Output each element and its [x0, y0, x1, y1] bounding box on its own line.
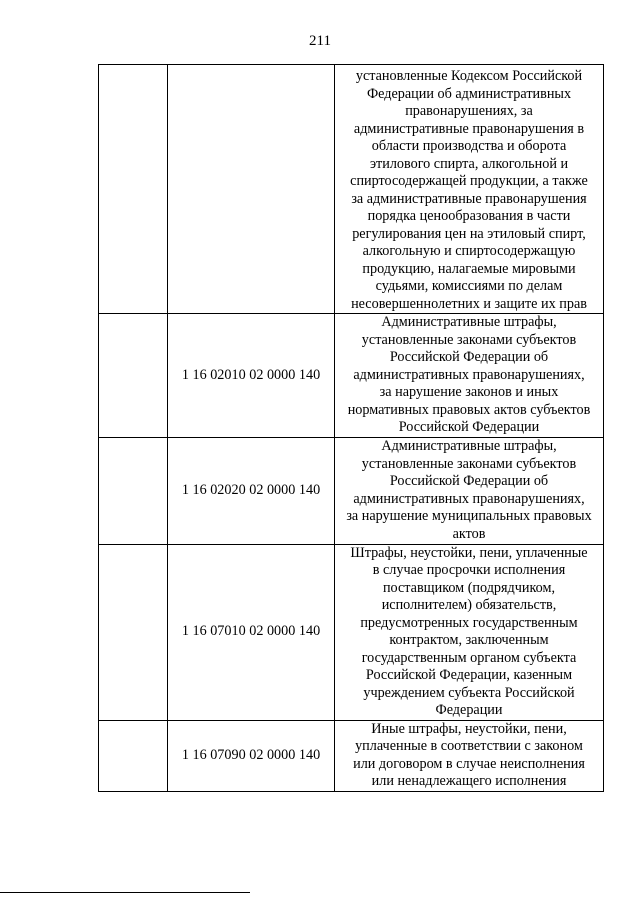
description-line: предусмотренных государственным — [360, 614, 578, 631]
table-row — [99, 720, 604, 791]
table-row — [99, 437, 604, 544]
description-line: за административные правонарушения — [351, 190, 587, 207]
description-line: правонарушениях, за — [405, 103, 533, 119]
description-line: Российской Федерации об — [389, 473, 549, 489]
description-line: в случае просрочки исполнения — [372, 562, 566, 578]
description-line: нормативных правовых актов субъектов — [347, 401, 591, 418]
code-cell: 1 16 02020 02 0000 140 — [168, 437, 335, 544]
description-line: Российской Федерации — [398, 419, 540, 435]
description-line: судьями, комиссиями по делам — [375, 278, 563, 294]
description-line: Штрафы, неустойки, пени, уплаченные — [350, 544, 588, 561]
empty-cell — [99, 65, 168, 314]
description-line: алкогольную и спиртосодержащую — [362, 243, 576, 259]
table-body — [99, 65, 604, 792]
table-row — [99, 314, 604, 438]
code-cell — [168, 65, 335, 314]
description-line: Административные штрафы, — [381, 438, 557, 454]
description-line: несовершеннолетних и защите их прав — [351, 295, 587, 312]
description-line: административных правонарушениях, — [353, 490, 585, 507]
description-cell — [335, 544, 604, 720]
description-line: государственным органом субъекта — [361, 649, 577, 666]
description-line: исполнителем) обязательств, — [381, 597, 557, 613]
description-line: уплаченные в соответствии с законом — [355, 738, 583, 754]
description-line: учреждением субъекта Российской — [363, 684, 575, 701]
description-line: или договором в случае неисполнения — [353, 755, 585, 772]
description-line: этилового спирта, алкогольной и — [369, 155, 569, 172]
description-line: Федерации — [435, 702, 503, 718]
page-number: 211 — [309, 33, 331, 49]
description-line: или ненадлежащего исполнения — [371, 773, 567, 789]
description-line: спиртосодержащей продукции, а также — [350, 173, 588, 189]
empty-cell — [99, 544, 168, 720]
empty-cell — [99, 314, 168, 438]
code-cell: 1 16 02010 02 0000 140 — [168, 314, 335, 438]
description-line: за нарушение муниципальных правовых — [346, 508, 592, 524]
description-cell — [335, 720, 604, 791]
description-line: Российской Федерации об — [389, 349, 549, 365]
budget-code-table — [98, 64, 604, 792]
table-row — [99, 65, 604, 314]
bottom-divider — [0, 892, 250, 893]
code-cell: 1 16 07010 02 0000 140 — [168, 544, 335, 720]
description-line: административных правонарушениях, — [353, 366, 585, 383]
description-line: административные правонарушения в — [353, 120, 585, 137]
description-line: порядка ценообразования в части — [367, 208, 571, 224]
description-line: контрактом, заключенным — [389, 632, 549, 648]
description-line: установленные законами субъектов — [361, 455, 577, 472]
table-row — [99, 544, 604, 720]
description-cell — [335, 314, 604, 438]
empty-cell — [99, 720, 168, 791]
description-line: регулирования цен на этиловый спирт, — [352, 225, 586, 242]
description-line: установленные Кодексом Российской — [355, 68, 583, 84]
description-line: установленные законами субъектов — [361, 331, 577, 348]
description-line: продукцию, налагаемые мировыми — [362, 260, 576, 277]
description-line: актов — [452, 525, 486, 542]
description-line: Административные штрафы, — [381, 314, 557, 330]
empty-cell — [99, 437, 168, 544]
description-line: Иные штрафы, неустойки, пени, — [371, 720, 567, 737]
description-line: области производства и оборота — [371, 138, 567, 154]
code-cell: 1 16 07090 02 0000 140 — [168, 720, 335, 791]
description-line: Российской Федерации, казенным — [365, 667, 573, 683]
description-cell — [335, 437, 604, 544]
description-line: Федерации об административных — [366, 85, 572, 102]
description-line: поставщиком (подрядчиком, — [382, 579, 556, 596]
description-line: за нарушение законов и иных — [379, 384, 559, 400]
description-cell — [335, 65, 604, 314]
